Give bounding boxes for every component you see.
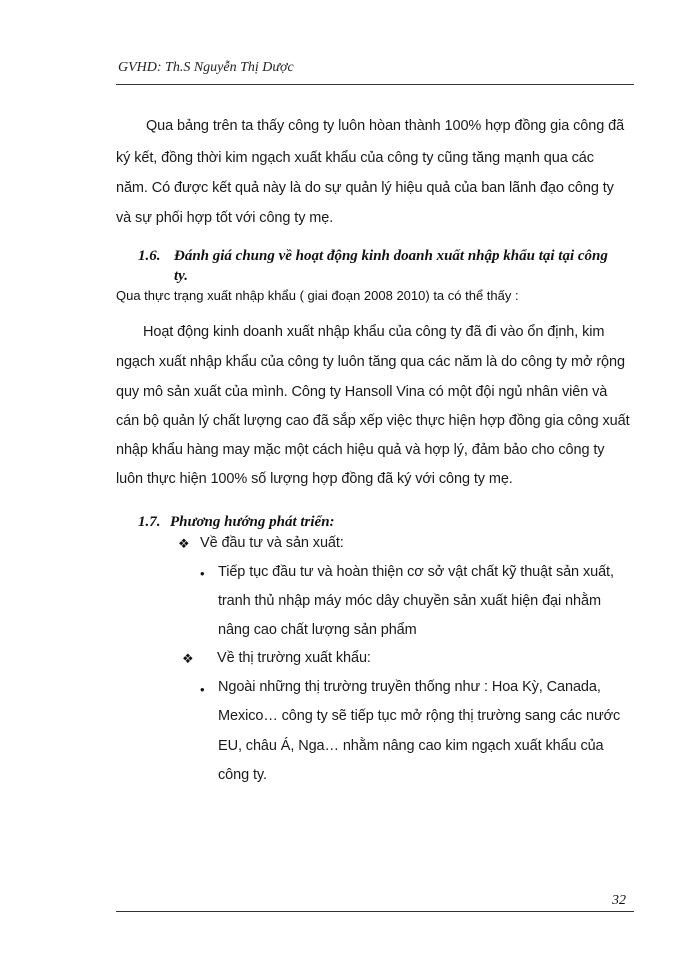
- list-item-line: công ty.: [218, 767, 267, 783]
- paragraph-line: nhập khẩu hàng may mặc một cách hiệu quả và hợp lý, đảm bảo cho công ty: [116, 442, 605, 458]
- paragraph-line: năm. Có được kết quả này là do sự quản lý hiệu quả của ban lãnh đạo công ty: [116, 180, 614, 196]
- list-item-line: Ngoài những thị trường truyền thống như : Hoa Kỳ, Canada,: [218, 679, 601, 695]
- list-item-line: EU, châu Á, Nga… nhằm nâng cao kim ngạch xuất khẩu của: [218, 738, 604, 754]
- section-intro: Qua thực trạng xuất nhập khẩu ( giai đoạn 2008 2010) ta có thể thấy :: [116, 288, 519, 303]
- bullet-icon: •: [200, 682, 205, 697]
- paragraph-line: Qua bảng trên ta thấy công ty luôn hòan thành 100% hợp đồng gia công đã: [146, 118, 625, 134]
- diamond-bullet-icon: ❖: [182, 651, 194, 666]
- paragraph-line: ký kết, đồng thời kim ngạch xuất khẩu của công ty cũng tăng mạnh qua các: [116, 150, 594, 166]
- list-item-line: Mexico… công ty sẽ tiếp tục mở rộng thị trường sang các nước: [218, 708, 621, 724]
- list-heading: Về thị trường xuất khẩu:: [217, 650, 371, 666]
- paragraph-line: cán bộ quản lý chất lượng cao đã sắp xếp việc thực hiện hợp đồng gia công xuất: [116, 413, 630, 429]
- paragraph-line: luôn thực hiện 100% số lượng hợp đồng đã ký với công ty mẹ.: [116, 471, 513, 487]
- page-header: GVHD: Th.S Nguyễn Thị Dược: [118, 60, 294, 75]
- paragraph-line: và sự phối hợp tốt với công ty mẹ.: [116, 210, 334, 226]
- list-item-line: nâng cao chất lượng sản phẩm: [218, 622, 417, 638]
- page-number: 32: [612, 893, 626, 908]
- list-item-line: tranh thủ nhập máy móc dây chuyền sản xuất hiện đại nhằm: [218, 593, 601, 609]
- diamond-bullet-icon: ❖: [178, 536, 190, 551]
- section-heading-continued: ty.: [174, 268, 189, 284]
- section-number: 1.6.: [138, 248, 161, 264]
- footer-rule: [116, 911, 634, 912]
- header-rule: [116, 84, 634, 85]
- section-heading: Phương hướng phát triển:: [170, 514, 335, 530]
- section-number: 1.7.: [138, 514, 161, 530]
- section-heading: Đánh giá chung về hoạt động kinh doanh xuất nhập khẩu tại tại công: [174, 248, 608, 264]
- paragraph-line: ngạch xuất nhập khẩu của công ty luôn tăng qua các năm là do công ty mở rộng: [116, 354, 625, 370]
- list-item-line: Tiếp tục đầu tư và hoàn thiện cơ sở vật chất kỹ thuật sản xuất,: [218, 564, 614, 580]
- paragraph-line: quy mô sản xuất của mình. Công ty Hansoll Vina có một đội ngủ nhân viên và: [116, 384, 608, 400]
- paragraph-line: Hoạt động kinh doanh xuất nhập khẩu của công ty đã đi vào ổn định, kim: [143, 324, 605, 340]
- list-heading: Về đầu tư và sản xuất:: [200, 535, 344, 551]
- bullet-icon: •: [200, 566, 205, 581]
